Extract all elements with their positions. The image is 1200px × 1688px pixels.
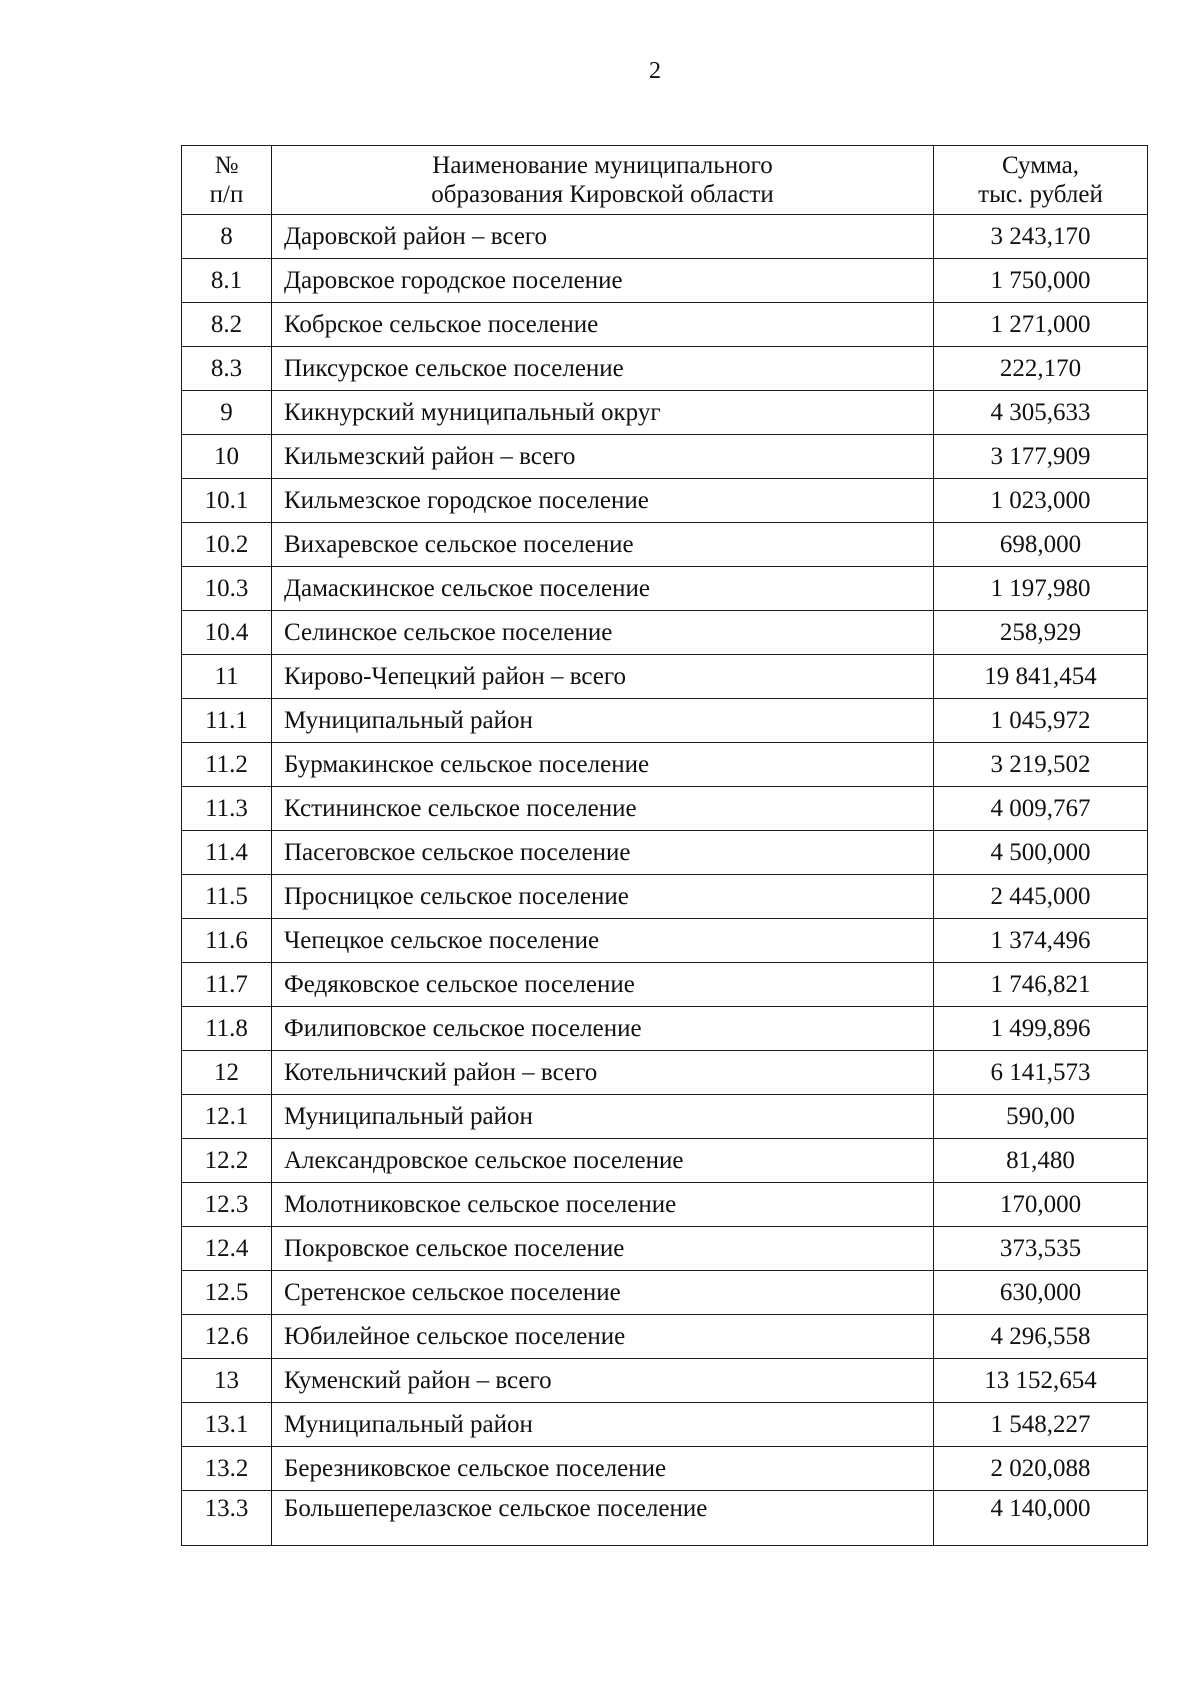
table-body [182,215,1148,1546]
row-name-cell: Кильмезский район – всего [272,435,934,479]
table-row [182,1359,1148,1403]
row-name-cell: Пиксурское сельское поселение [272,347,934,391]
row-name-cell: Юбилейное сельское поселение [272,1315,934,1359]
row-name-cell: Муниципальный район [272,1095,934,1139]
row-sum-cell: 1 548,227 [934,1403,1148,1447]
row-number-cell: 8.1 [182,259,272,303]
row-number-cell: 11.2 [182,743,272,787]
row-name-cell: Чепецкое сельское поселение [272,919,934,963]
row-number-cell: 8.3 [182,347,272,391]
row-number-cell: 13 [182,1359,272,1403]
row-number-cell: 12.1 [182,1095,272,1139]
row-sum-cell: 1 746,821 [934,963,1148,1007]
table-row [182,699,1148,743]
row-sum-cell: 4 500,000 [934,831,1148,875]
row-name-cell: Дамаскинское сельское поселение [272,567,934,611]
header-name [272,146,934,215]
row-name-cell: Даровское городское поселение [272,259,934,303]
allocation-table [181,145,1148,1546]
row-sum-cell: 4 305,633 [934,391,1148,435]
row-name-cell: Просницкое сельское поселение [272,875,934,919]
row-name-cell: Муниципальный район [272,699,934,743]
row-sum-cell: 19 841,454 [934,655,1148,699]
row-number-cell: 12.5 [182,1271,272,1315]
table-row [182,787,1148,831]
header-sum-line1: Сумма, [1001,152,1080,179]
row-sum-cell: 373,535 [934,1227,1148,1271]
row-number-cell: 11.5 [182,875,272,919]
header-name-line2: образования Кировской области [431,181,774,208]
row-sum-cell: 6 141,573 [934,1051,1148,1095]
row-number-cell: 10.4 [182,611,272,655]
row-number-cell: 10.1 [182,479,272,523]
table-row [182,1315,1148,1359]
row-name-cell: Покровское сельское поселение [272,1227,934,1271]
table-row [182,1139,1148,1183]
row-number-cell: 8 [182,215,272,259]
table-row [182,743,1148,787]
table-row [182,391,1148,435]
row-name-cell: Федяковское сельское поселение [272,963,934,1007]
row-number-cell: 10.2 [182,523,272,567]
row-number-cell: 10 [182,435,272,479]
row-sum-cell: 3 243,170 [934,215,1148,259]
header-row [182,146,1148,215]
header-number [182,146,272,215]
row-name-cell: Кикнурский муниципальный округ [272,391,934,435]
row-number-cell: 12.3 [182,1183,272,1227]
table-row [182,1227,1148,1271]
row-sum-cell: 4 296,558 [934,1315,1148,1359]
row-name-cell: Молотниковское сельское поселение [272,1183,934,1227]
table-row [182,567,1148,611]
table-row [182,1183,1148,1227]
row-sum-cell: 1 499,896 [934,1007,1148,1051]
row-number-cell: 12.4 [182,1227,272,1271]
row-number-cell: 8.2 [182,303,272,347]
row-number-cell: 12 [182,1051,272,1095]
row-sum-cell: 258,929 [934,611,1148,655]
row-sum-cell: 4 009,767 [934,787,1148,831]
row-sum-cell: 170,000 [934,1183,1148,1227]
row-number-cell: 13.3 [182,1491,272,1546]
row-number-cell: 12.6 [182,1315,272,1359]
row-number-cell: 12.2 [182,1139,272,1183]
row-number-cell: 9 [182,391,272,435]
header-sum-line2: тыс. рублей [978,181,1103,208]
table-row [182,611,1148,655]
table-row [182,347,1148,391]
table-row [182,831,1148,875]
table-row [182,303,1148,347]
row-sum-cell: 1 750,000 [934,259,1148,303]
row-sum-cell: 630,000 [934,1271,1148,1315]
row-sum-cell: 3 177,909 [934,435,1148,479]
row-name-cell: Даровской район – всего [272,215,934,259]
table-row [182,1491,1148,1546]
table-row [182,1051,1148,1095]
row-name-cell: Вихаревское сельское поселение [272,523,934,567]
row-sum-cell: 1 023,000 [934,479,1148,523]
table-row [182,523,1148,567]
row-number-cell: 11.6 [182,919,272,963]
row-number-cell: 11.4 [182,831,272,875]
row-sum-cell: 4 140,000 [934,1491,1148,1546]
row-number-cell: 13.1 [182,1403,272,1447]
table-row [182,1007,1148,1051]
table-row [182,1447,1148,1491]
row-name-cell: Филиповское сельское поселение [272,1007,934,1051]
row-name-cell: Кирово-Чепецкий район – всего [272,655,934,699]
row-sum-cell: 3 219,502 [934,743,1148,787]
table-row [182,1095,1148,1139]
row-name-cell: Пасеговское сельское поселение [272,831,934,875]
row-sum-cell: 2 445,000 [934,875,1148,919]
row-number-cell: 11.1 [182,699,272,743]
table-row [182,1403,1148,1447]
table-row [182,479,1148,523]
row-sum-cell: 1 374,496 [934,919,1148,963]
table-row [182,919,1148,963]
row-number-cell: 13.2 [182,1447,272,1491]
row-sum-cell: 698,000 [934,523,1148,567]
header-name-line1: Наименование муниципального [432,152,773,179]
row-number-cell: 11.7 [182,963,272,1007]
row-sum-cell: 1 271,000 [934,303,1148,347]
row-name-cell: Селинское сельское поселение [272,611,934,655]
row-sum-cell: 590,00 [934,1095,1148,1139]
row-sum-cell: 222,170 [934,347,1148,391]
row-name-cell: Александровское сельское поселение [272,1139,934,1183]
table-row [182,259,1148,303]
header-sum [934,146,1148,215]
row-name-cell: Кстининское сельское поселение [272,787,934,831]
row-number-cell: 11.8 [182,1007,272,1051]
row-number-cell: 10.3 [182,567,272,611]
row-name-cell: Куменский район – всего [272,1359,934,1403]
row-name-cell: Котельничский район – всего [272,1051,934,1095]
row-name-cell: Кобрское сельское поселение [272,303,934,347]
row-number-cell: 11.3 [182,787,272,831]
row-sum-cell: 1 045,972 [934,699,1148,743]
table-header [182,146,1148,215]
page-number: 2 [649,58,661,84]
row-name-cell: Большеперелазское сельское поселение [272,1491,934,1546]
row-name-cell: Березниковское сельское поселение [272,1447,934,1491]
row-sum-cell: 2 020,088 [934,1447,1148,1491]
header-number-line2: п/п [209,181,244,208]
table-row [182,655,1148,699]
table-row [182,1271,1148,1315]
row-sum-cell: 1 197,980 [934,567,1148,611]
row-sum-cell: 13 152,654 [934,1359,1148,1403]
table-row [182,963,1148,1007]
table-row [182,435,1148,479]
header-number-line1: № [214,152,239,179]
row-name-cell: Муниципальный район [272,1403,934,1447]
table-row [182,215,1148,259]
row-sum-cell: 81,480 [934,1139,1148,1183]
row-number-cell: 11 [182,655,272,699]
table-row [182,875,1148,919]
row-name-cell: Сретенское сельское поселение [272,1271,934,1315]
row-name-cell: Кильмезское городское поселение [272,479,934,523]
row-name-cell: Бурмакинское сельское поселение [272,743,934,787]
